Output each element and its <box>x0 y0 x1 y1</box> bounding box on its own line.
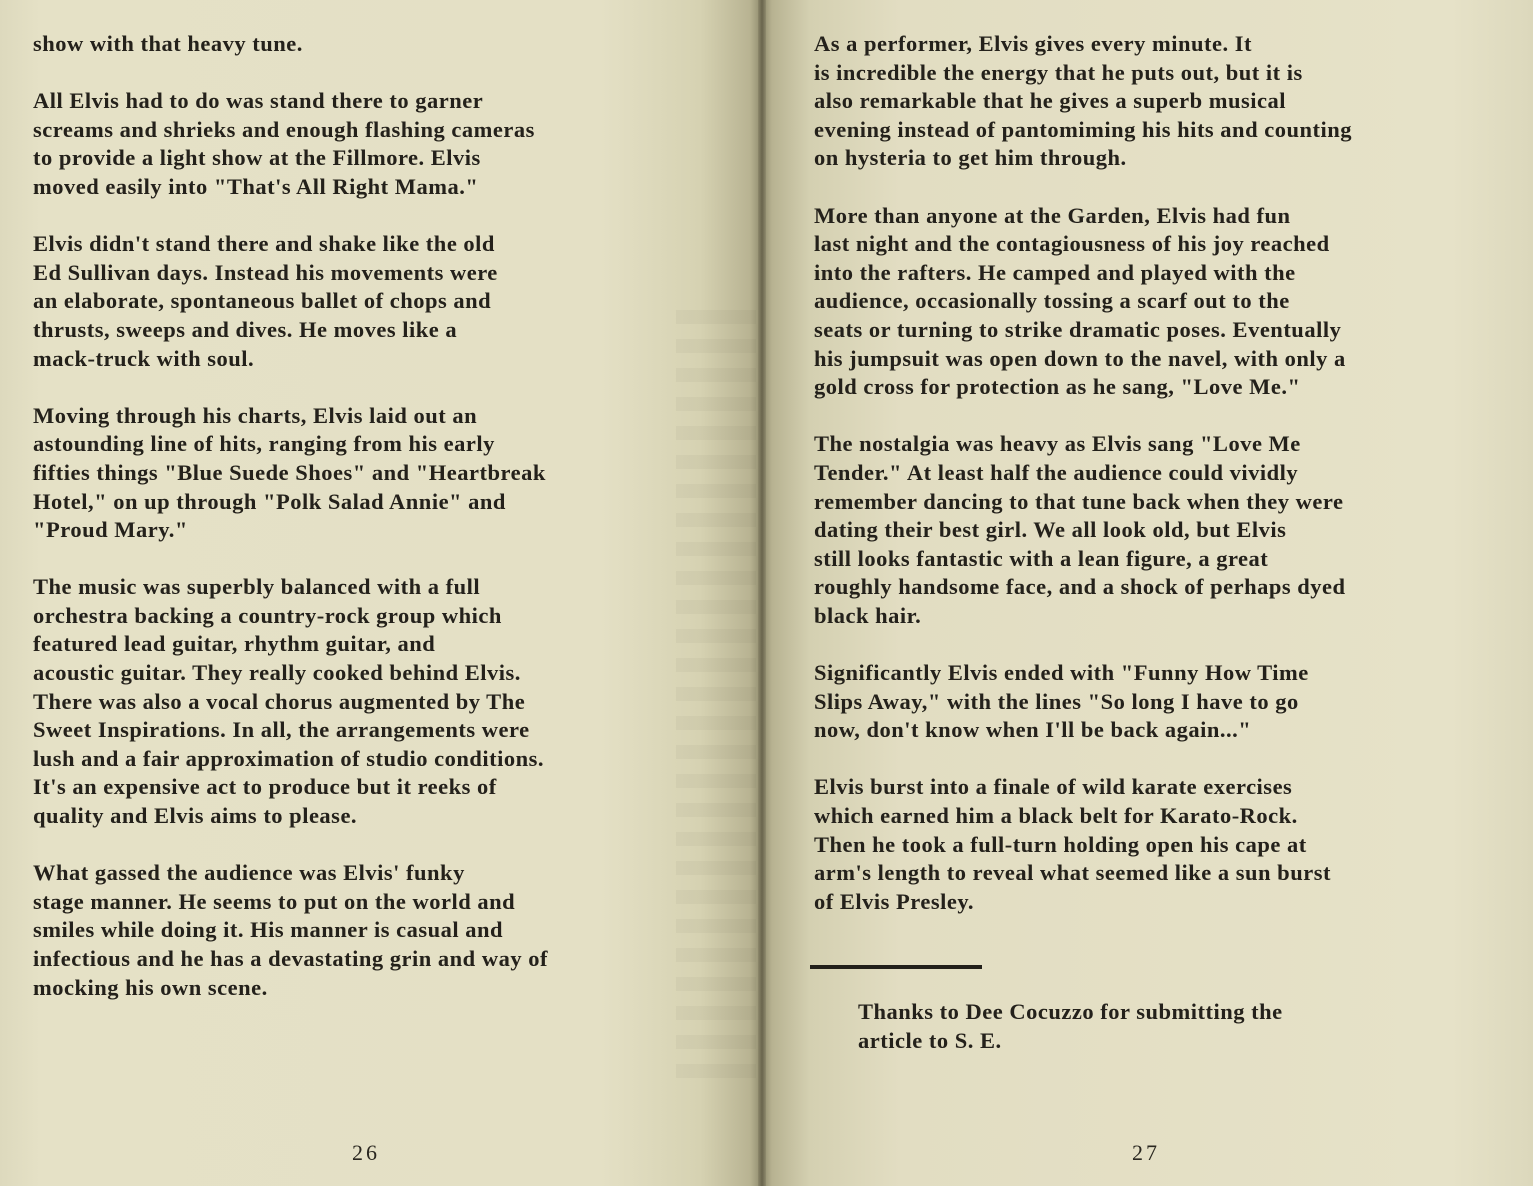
credit-note: Thanks to Dee Cocuzzo for submitting the article to S. E. <box>858 999 1283 1053</box>
paragraph: show with that heavy tune. <box>33 31 303 56</box>
right-page <box>762 0 1533 1186</box>
right-page-text <box>814 30 1514 945</box>
paragraph: What gassed the audience was Elvis' funky stage manner. He seems to put on the world and smiles while doing it. His manner is casual and infectious and he has a devastating grin and way of mocking his own scene. <box>33 860 548 1000</box>
divider-rule <box>810 965 982 969</box>
left-page-text <box>33 30 683 1031</box>
page-number: 26 <box>352 1140 380 1165</box>
paragraph: Elvis didn't stand there and shake like the old Ed Sullivan days. Instead his movements were an elaborate, spontaneous ballet of chops and thrusts, sweeps and dives. He moves like a mack-truck with soul. <box>33 231 498 371</box>
paragraph: Elvis burst into a finale of wild karate exercises which earned him a black belt for Karato-Rock. Then he took a full-turn holding open his cape at arm's length to reveal what seemed like a sun burst of Elvis Presley. <box>814 774 1331 914</box>
left-page <box>0 0 762 1186</box>
paragraph: As a performer, Elvis gives every minute. It is incredible the energy that he puts out, but it is also remarkable that he gives a superb musical evening instead of pantomiming his hits and counting on hysteria to get him through. <box>814 31 1352 171</box>
paragraph: The nostalgia was heavy as Elvis sang "Love Me Tender." At least half the audience could vividly remember dancing to that tune back when they were dating their best girl. We all look old, but Elvis still looks fantastic with a lean figure, a great roughly handsome face, and a shock of perhaps dyed black hair. <box>814 431 1346 628</box>
paragraph: Moving through his charts, Elvis laid out an astounding line of hits, ranging from his early fifties things "Blue Suede Shoes" and "Heartbreak Hotel," on up through "Polk Salad Annie" and "Proud Mary." <box>33 402 546 543</box>
page-number: 27 <box>1132 1140 1160 1165</box>
paragraph: All Elvis had to do was stand there to garner screams and shrieks and enough flashing cameras to provide a light show at the Fillmore. Elvis moved easily into "That's All Right Mama." <box>33 88 535 199</box>
paragraph: More than anyone at the Garden, Elvis had fun last night and the contagiousness of his joy reached into the rafters. He camped and played with the audience, occasionally tossing a scarf out to the seats or turning to strike dramatic poses. Eventually his jumpsuit was open down to the navel, with only a gold cross for protection as he sang, "Love Me." <box>814 202 1346 400</box>
paragraph: Significantly Elvis ended with "Funny How Time Slips Away," with the lines "So long I have to go now, don't know when I'll be back again..." <box>814 660 1309 743</box>
paragraph: The music was superbly balanced with a full orchestra backing a country-rock group which featured lead guitar, rhythm guitar, and acoustic guitar. They really cooked behind Elvis. There was also a vocal chorus augmented by The Sweet Inspirations. In all, the arrangements were lush and a fair approximation of studio conditions. It's an expensive act to produce but it reeks of quality and Elvis aims to please. <box>33 574 545 829</box>
